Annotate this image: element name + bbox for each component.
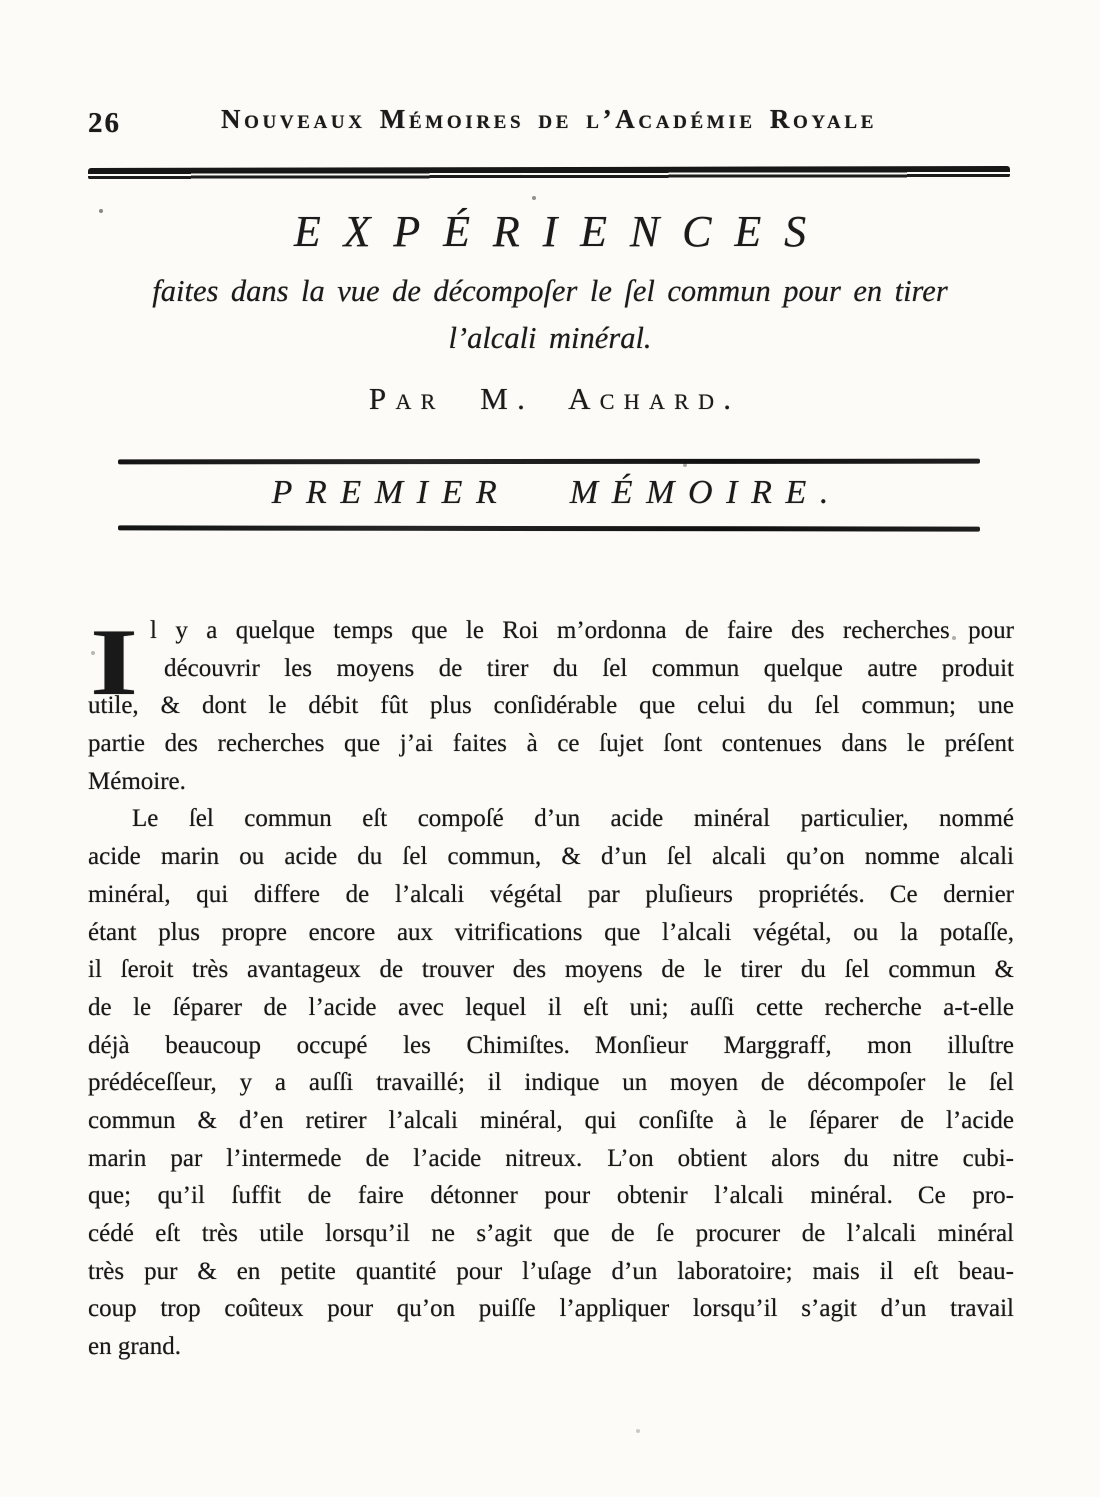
body-line: que; qu’il ſuffit de faire détonner pour obtenir l’alcali minéral. Ce pro- bbox=[88, 1182, 1014, 1210]
body-line: acide marin ou acide du ſel commun, & d’un ſel alcali qu’on nomme alcali bbox=[88, 843, 1014, 871]
body-line: coup trop coûteux pour qu’on puiſſe l’appliquer lorsqu’il s’agit d’un travail bbox=[88, 1295, 1014, 1323]
subtitle-line-1: faites dans la vue de décompoſer le ſel commun pour en tirer bbox=[152, 274, 948, 308]
body-line: commun & d’en retirer l’alcali minéral, qui conſiſte à le ſéparer de l’acide bbox=[88, 1106, 1014, 1134]
running-head-title: Nouveaux Mémoires de l’Académie Royale bbox=[220, 104, 878, 134]
header-double-rule bbox=[88, 166, 1010, 180]
body-line: très pur & en petite quantité pour l’uſage d’un laboratoire; mais il eſt beau- bbox=[88, 1257, 1014, 1285]
body-line: étant plus propre encore aux vitrifications que l’alcali végétal, ou la potaſſe, bbox=[88, 918, 1014, 946]
body-line: Le ſel commun eſt compoſé d’un acide minéral particulier, nommé bbox=[132, 805, 1014, 833]
body-line: découvrir les moyens de tirer du ſel commun quelque autre produit bbox=[164, 654, 1014, 682]
body-line: minéral, qui differe de l’alcali végétal par pluſieurs propriétés. Ce dernier bbox=[88, 880, 1014, 908]
body-line: de le ſéparer de l’acide avec lequel il eſt uni; auſſi cette recherche a-t-elle bbox=[88, 993, 1014, 1021]
article-subtitle bbox=[0, 268, 1100, 362]
page-number: 26 bbox=[88, 107, 121, 139]
body-line: partie des recherches que j’ai faites à ce ſujet ſont contenues dans le préſent bbox=[88, 730, 1014, 758]
scan-speck-artifacts bbox=[0, 0, 2, 2]
drop-cap: I bbox=[90, 609, 139, 715]
section-rule-bottom bbox=[118, 525, 980, 531]
section-rule-top bbox=[118, 459, 980, 465]
section-heading: PREMIER MÉMOIRE. bbox=[271, 474, 842, 511]
subtitle-line-2: l’alcali minéral. bbox=[448, 321, 652, 355]
author-byline: Par M. Achard. bbox=[368, 381, 741, 416]
body-line: cédé eſt très utile lorsqu’il ne s’agit que de ſe procurer de l’alcali minéral bbox=[88, 1220, 1014, 1247]
body-line: il ſeroit très avantageux de trouver des moyens de le tirer du ſel commun & bbox=[88, 956, 1014, 984]
running-header bbox=[88, 104, 1010, 144]
body-line: prédéceſſeur, y a auſſi travaillé; il indique un moyen de décompoſer le ſel bbox=[88, 1069, 1014, 1097]
body-line: l y a quelque temps que le Roi m’ordonna de faire des recherches pour bbox=[150, 617, 1014, 644]
body-line: en grand. bbox=[88, 1333, 182, 1361]
body-line: Mémoire. bbox=[88, 767, 186, 795]
body-text bbox=[88, 609, 1014, 1366]
article-title: EXPÉRIENCES bbox=[293, 207, 830, 256]
body-line: déjà beaucoup occupé les Chimiſtes. Monſieur Marggraff, mon illuſtre bbox=[88, 1031, 1014, 1059]
body-line: marin par l’intermede de l’acide nitreux. L’on obtient alors du nitre cubi- bbox=[88, 1144, 1014, 1172]
body-line: utile, & dont le débit fût plus conſidérable que celui du ſel commun; une bbox=[88, 692, 1014, 720]
